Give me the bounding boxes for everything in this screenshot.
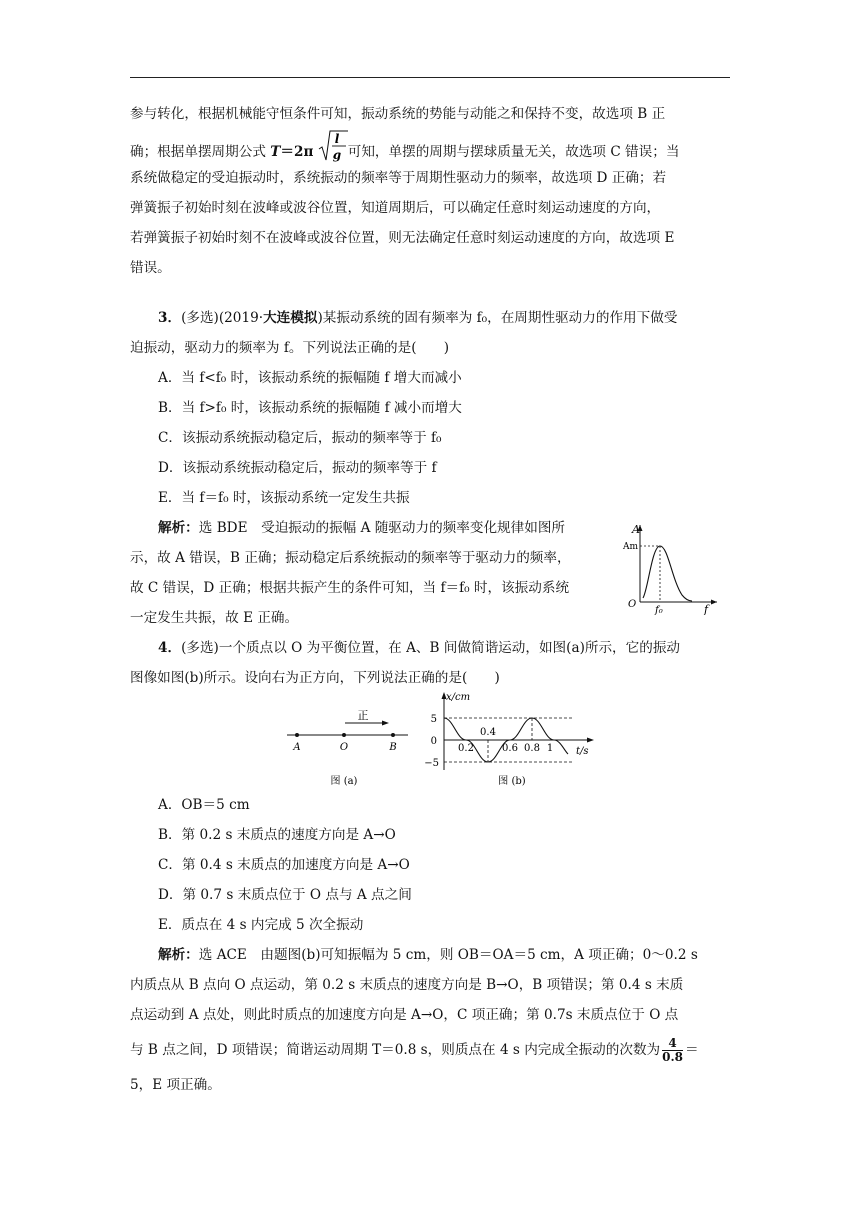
figure-a-caption: 图 (a): [330, 776, 358, 787]
option-c: C．该振动系统振动稳定后，振动的频率等于 f₀: [158, 430, 442, 446]
point-b-dot: [391, 733, 395, 737]
x-tick-0.6: 0.6: [502, 743, 518, 754]
x-tick-0.4: 0.4: [480, 727, 496, 738]
y-tick-5: 5: [430, 714, 437, 725]
x-axis-label: t/s: [576, 746, 589, 757]
origin-label: O: [628, 599, 637, 610]
option-d: D．第 0.7 s 末质点位于 O 点与 A 点之间: [158, 887, 412, 903]
x-tick-0.8: 0.8: [524, 743, 540, 754]
question-3: [130, 303, 735, 513]
analysis-label: 解析：: [158, 947, 199, 963]
x-mark: f₀: [655, 605, 663, 615]
text-line: 若弹簧振子初始时刻不在波峰或波谷位置，则无法确定任意时刻运动速度的方向，故选项 E: [130, 230, 675, 246]
x-label: f: [704, 603, 709, 615]
option-e: E．质点在 4 s 内完成 5 次全振动: [158, 917, 364, 933]
figure-b: [420, 688, 605, 790]
question-stem-cont: 图像如图(b)所示。设向右为正方向，下列说法正确的是( ): [130, 670, 500, 686]
y-mark: Am: [623, 542, 639, 552]
question-stem: 4．(多选)一个质点以 O 为平衡位置，在 A、B 间做简谐运动，如图(a)所示，它的振动: [158, 640, 681, 656]
y-label: A: [632, 523, 640, 536]
figure-b-caption: 图 (b): [498, 776, 526, 787]
point-a-label: A: [293, 742, 301, 753]
text-line-formula: 确；根据单摆周期公式 T＝2π l g 可知，单摆的周期与摆球质量无关，故选项 C 错误；当: [130, 129, 735, 163]
header-rule: [130, 77, 730, 78]
point-b-label: B: [389, 742, 397, 753]
question-4-options: [130, 790, 735, 940]
text-line: 系统做稳定的受迫振动时，系统振动的频率等于周期性驱动力的频率，故选项 D 正确；若: [130, 170, 667, 186]
option-d: D．该振动系统振动稳定后，振动的频率等于 f: [158, 460, 437, 476]
q3-analysis: 解析：选 BDE 受迫振动的振幅 A 随驱动力的频率变化规律如图所 示，故 A 错误，B 正确；振动稳定后系统振动的频率等于驱动力的频率， 故 C 错误，D 正确；根据共振产生的条件可知，当 f＝f₀ 时，该振动系统 一定发生共振，故 E 正确。: [130, 520, 571, 626]
fraction: $\frac{4}{0.8}$: [662, 1036, 684, 1064]
option-b: B．第 0.2 s 末质点的速度方向是 A→O: [158, 827, 396, 843]
text-line: 弹簧振子初始时刻在波峰或波谷位置，知道周期后，可以确定任意时刻运动速度的方向，: [130, 200, 661, 216]
text-line: 参与转化，根据机械能守恒条件可知，振动系统的势能与动能之和保持不变，故选项 B 正: [130, 106, 666, 122]
sqrt-denominator: g: [332, 148, 341, 162]
option-a: A．当 f<f₀ 时，该振动系统的振幅随 f 增大而减小: [158, 370, 462, 386]
q4-analysis: 解析：选 ACE 由题图(b)可知振幅为 5 cm，则 OB＝OA＝5 cm，A 项正确；0～0.2 s 内质点从 B 点向 O 点运动，第 0.2 s 末质点的速度方向是 B→O，B 项错误；第 0.4 s 末质 点运动到 A 点处，则此时质点的加速度方向是 A→O，C 项正确；第 0.7s 末质点位于 O 点 与 B 点之间，D 项错误；简谐运动周期 T＝0.8 s，则质点在 4 s 内完成全振动的次数为 $\frac{4}{0.8}$ ＝ 5，E 项正确。: [130, 947, 699, 1093]
direction-label: 正: [357, 709, 369, 722]
x-axis-arrow-icon: [711, 600, 717, 605]
y-axis-label: x/cm: [446, 692, 471, 703]
y-tick-neg5: −5: [424, 758, 439, 769]
figure-a: [285, 705, 410, 790]
question-4: [130, 633, 735, 693]
point-o-label: O: [339, 742, 349, 753]
option-b: B．当 f>f₀ 时，该振动系统的振幅随 f 减小而增大: [158, 400, 462, 416]
y-tick-0: 0: [430, 736, 437, 747]
text-line: 错误。: [130, 260, 171, 276]
analysis-label: 解析：: [158, 520, 199, 536]
sqrt-numerator: l: [334, 132, 340, 146]
resonance-curve: [643, 546, 692, 601]
option-c: C．第 0.4 s 末质点的加速度方向是 A→O: [158, 857, 410, 873]
prev-analysis: [130, 99, 735, 283]
point-a-dot: [295, 733, 299, 737]
x-tick-1: 1: [546, 743, 554, 754]
t-axis-arrow-icon: [587, 738, 594, 743]
question-stem: 3．(多选)(2019·大连模拟)某振动系统的固有频率为 f₀，在周期性驱动力的作用下做受: [158, 310, 678, 326]
arrow-right-icon: [382, 721, 389, 726]
question-stem-cont: 迫振动，驱动力的频率为 f。下列说法正确的是( ): [130, 340, 450, 356]
option-a: A．OB＝5 cm: [158, 797, 250, 813]
x-tick-0.2: 0.2: [458, 743, 474, 754]
option-e: E．当 f＝f₀ 时，该振动系统一定发生共振: [158, 490, 410, 506]
point-o-dot: [342, 733, 346, 737]
resonance-curve-figure: [622, 520, 722, 615]
